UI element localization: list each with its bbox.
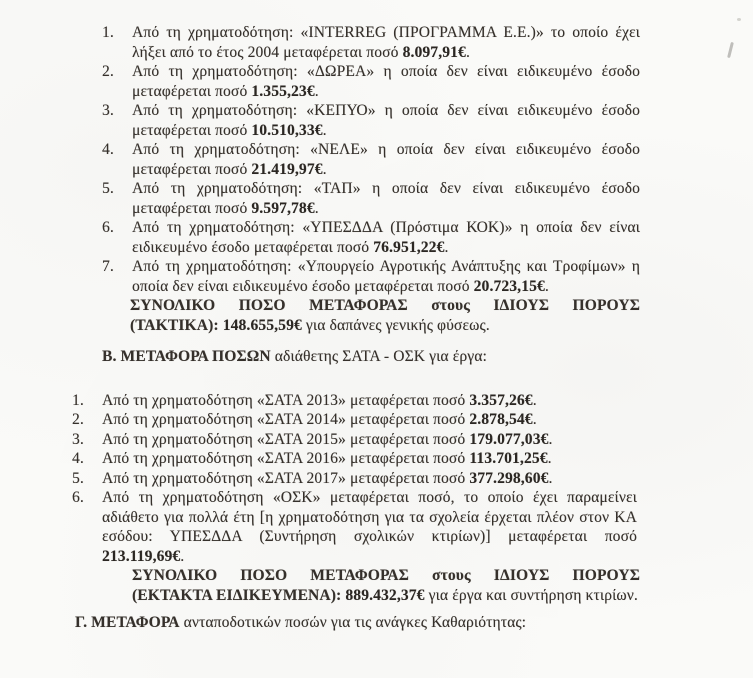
item-text-pre: Από τη χρηματοδότηση: «Υπουργείο Αγροτικής Ανάπτυξης και Τροφίμων» η οποία δεν είναι ειδικευμένο έσοδο μεταφέρεται ποσό	[132, 258, 640, 295]
list-item-number: 2.	[102, 63, 114, 80]
item-amount: 1.355,23€	[251, 82, 315, 100]
list-item	[72, 449, 637, 469]
list-item-number: 2.	[72, 411, 84, 428]
item-text-pre: Από τη χρηματοδότηση «ΣΑΤΑ 2014» μεταφέρεται ποσό	[102, 411, 470, 428]
list-item-number: 6.	[72, 489, 84, 506]
item-text-pre: Από τη χρηματοδότηση «ΟΣΚ» μεταφέρεται ποσό, το οποίο έχει παραμείνει αδιάθετο για πολλά έτη [η χρηματοδότηση για τα σχολεία έρχεται πλέον στον ΚΑ εσόδου: ΥΠΕΣΔΔΑ (Συντήρηση σχολικών κτιρίων)] μεταφέρεται ποσό	[102, 489, 637, 545]
list-item-text	[102, 449, 637, 469]
item-amount: 20.723,15€	[473, 277, 545, 295]
item-text-post: .	[465, 43, 470, 61]
total-rest: για έργα και συντήρηση κτιρίων.	[424, 586, 638, 604]
list-item-text	[102, 469, 637, 489]
total-heading-line: ΣΥΝΟΛΙΚΟ ΠΟΣΟ ΜΕΤΑΦΟΡΑΣ στους ΙΔΙΟΥΣ ΠΟΡΟΥΣ	[132, 567, 640, 584]
item-text-pre: Από τη χρηματοδότηση: «ΤΑΠ» η οποία δεν είναι ειδικευμένο έσοδο μεταφέρεται ποσό	[132, 180, 640, 217]
item-text-post: .	[532, 411, 537, 428]
list-item	[72, 469, 637, 489]
item-text-pre: Από τη χρηματοδότηση: «ΥΠΕΣΔΔΑ (Πρόστιμα ΚΟΚ)» η οποία δεν είναι ειδικευμένο έσοδο μεταφέρεται ποσό	[132, 219, 640, 256]
item-text-post: .	[180, 547, 185, 565]
list-item	[102, 101, 640, 140]
item-amount: 2.878,54€	[469, 411, 533, 428]
item-text-post: .	[548, 469, 553, 487]
list-item-number: 1.	[72, 391, 84, 409]
list-item-text	[132, 101, 640, 140]
list-item-number: 7.	[102, 258, 114, 275]
list-item-text	[132, 62, 640, 101]
list-item-number: 3.	[72, 430, 84, 448]
item-amount: 3.357,26€	[469, 391, 533, 409]
heading-rest: αδιάθετης ΣΑΤΑ - ΟΣΚ για έργα:	[270, 348, 488, 365]
list-item	[72, 488, 637, 566]
item-text-pre: Από τη χρηματοδότηση «ΣΑΤΑ 2017» μεταφέρεται ποσό	[102, 469, 470, 487]
section-a-list	[102, 23, 640, 296]
item-amount: 113.701,25€	[469, 450, 548, 467]
item-amount: 8.097,91€	[402, 43, 466, 61]
item-amount: 213.119,69€	[102, 547, 181, 565]
scan-artifact-mark	[727, 42, 734, 58]
item-text-post: .	[444, 238, 449, 256]
item-text-post: .	[544, 277, 549, 295]
item-text-post: .	[322, 121, 327, 139]
item-text-pre: Από τη χρηματοδότηση «ΣΑΤΑ 2013» μεταφέρεται ποσό	[102, 391, 470, 409]
list-item-number: 1.	[102, 24, 114, 41]
list-item	[72, 430, 637, 450]
item-text-pre: Από τη χρηματοδότηση: «ΝΕΛΕ» η οποία δεν είναι ειδικευμένο έσοδο μεταφέρεται ποσό	[132, 141, 640, 178]
item-text-post: .	[548, 430, 553, 448]
item-text-pre: Από τη χρηματοδότηση: «ΚΕΠΥΟ» η οποία δεν είναι ειδικευμένο έσοδο μεταφέρεται ποσό	[132, 102, 640, 139]
section-a-total	[130, 296, 640, 335]
list-item	[102, 62, 640, 101]
item-text-pre: Από τη χρηματοδότηση «ΣΑΤΑ 2016» μεταφέρεται ποσό	[102, 450, 470, 467]
list-item-number: 3.	[102, 102, 114, 119]
section-b-total	[132, 566, 640, 605]
total-label: (ΤΑΚΤΙΚΑ):	[130, 316, 223, 334]
item-amount: 9.597,78€	[251, 199, 315, 217]
total-rest: για δαπάνες γενικής φύσεως.	[301, 316, 490, 334]
item-text-post: .	[322, 160, 327, 178]
list-item-number: 6.	[102, 219, 114, 236]
item-text-pre: Από τη χρηματοδότηση: «INTERREG (ΠΡΟΓΡΑΜΜΑ Ε.Ε.)» το οποίο έχει λήξει από το έτος 2004 μεταφέρεται ποσό	[132, 24, 640, 61]
item-text-post: .	[314, 199, 319, 217]
list-item-text	[132, 23, 640, 62]
heading-strong: Β. ΜΕΤΑΦΟΡΑ ΠΟΣΩΝ	[102, 348, 271, 365]
list-item	[102, 218, 640, 257]
total-label: (ΕΚΤΑΚΤΑ ΕΙΔΙΚΕΥΜΕΝΑ):	[132, 586, 346, 604]
item-text-pre: Από τη χρηματοδότηση «ΣΑΤΑ 2015» μεταφέρεται ποσό	[102, 430, 470, 448]
item-amount: 76.951,22€	[373, 238, 445, 256]
item-amount: 179.077,03€	[469, 430, 549, 448]
list-item-text	[132, 257, 640, 296]
item-text-pre: Από τη χρηματοδότηση: «ΔΩΡΕΑ» η οποία δεν είναι ειδικευμένο έσοδο μεταφέρεται ποσό	[132, 63, 640, 100]
list-item-text	[102, 410, 637, 430]
section-c-heading	[75, 613, 753, 633]
total-detail-line	[132, 586, 640, 606]
section-b-heading	[102, 347, 753, 367]
total-detail-line	[130, 316, 640, 336]
list-item-text	[132, 140, 640, 179]
list-item-text	[132, 179, 640, 218]
list-item-text	[102, 488, 637, 566]
item-amount: 377.298,60€	[469, 469, 549, 487]
list-item-number: 4.	[102, 141, 114, 158]
list-item-text	[132, 218, 640, 257]
item-amount: 21.419,97€	[251, 160, 323, 178]
list-item	[102, 23, 640, 62]
total-amount: 889.432,37€	[345, 586, 425, 604]
list-item	[72, 410, 637, 430]
total-amount: 148.655,59€	[222, 316, 302, 334]
list-item	[102, 179, 640, 218]
scan-artifact-speck	[737, 18, 741, 21]
total-heading-line: ΣΥΝΟΛΙΚΟ ΠΟΣΟ ΜΕΤΑΦΟΡΑΣ στους ΙΔΙΟΥΣ ΠΟΡΟΥΣ	[130, 297, 640, 314]
list-item-number: 4.	[72, 450, 84, 467]
list-item-number: 5.	[72, 469, 84, 487]
list-item	[102, 140, 640, 179]
list-item-text	[102, 430, 637, 450]
item-text-post: .	[532, 391, 537, 409]
list-item	[102, 257, 640, 296]
list-item-text	[102, 391, 637, 411]
heading-rest: ανταποδοτικών ποσών για τις ανάγκες Καθαριότητας:	[179, 614, 527, 631]
item-amount: 10.510,33€	[251, 121, 323, 139]
item-text-post: .	[314, 82, 319, 100]
list-item-number: 5.	[102, 180, 114, 197]
heading-strong: Γ. ΜΕΤΑΦΟΡΑ	[75, 614, 180, 631]
item-text-post: .	[547, 450, 552, 467]
section-b-list	[72, 391, 637, 567]
list-item	[72, 391, 637, 411]
